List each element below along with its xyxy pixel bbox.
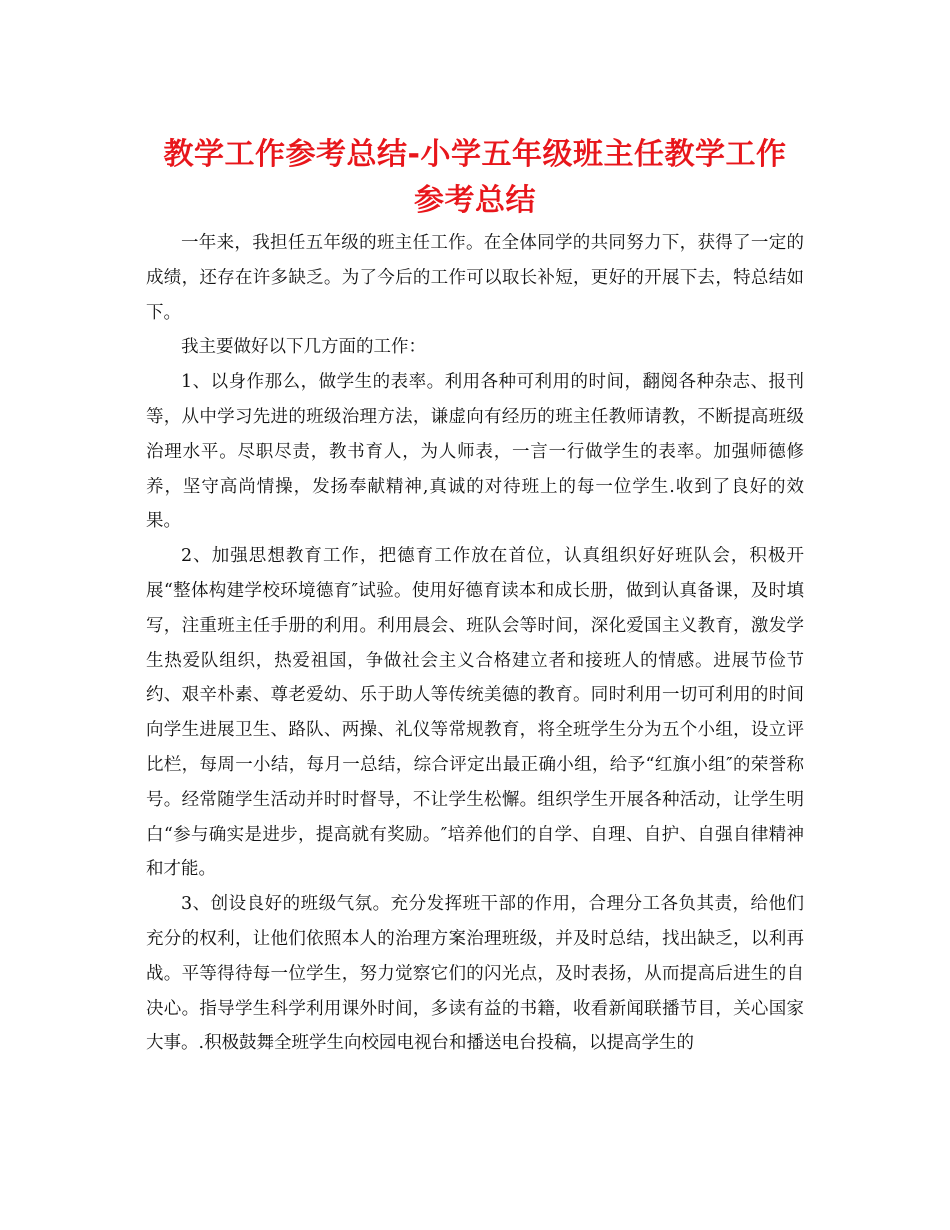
paragraph-item-1: 1、以身作那么，做学生的表率。利用各种可利用的时间，翻阅各种杂志、报刊等，从中学习先进的班级治理方法，谦虚向有经历的班主任教师请教，不断提高班级治理水平。尽职尽责，教书育人，为人师表，一言一行做学生的表率。加强师德修养，坚守高尚情操，发扬奉献精神,真诚的对待班上的每一位学生.收到了良好的效果。 (146, 372, 804, 532)
paragraph-intro: 一年来，我担任五年级的班主任工作。在全体同学的共同努力下，获得了一定的成绩，还存在许多缺乏。为了今后的工作可以取长补短，更好的开展下去，特总结如下。 (146, 233, 804, 323)
document-title: 教学工作参考总结-小学五年级班主任教学工作参考总结 (163, 137, 787, 218)
document-body (146, 226, 804, 1061)
paragraph-item-3: 3、创设良好的班级气氛。充分发挥班干部的作用，合理分工各负其责，给他们充分的权利，让他们依照本人的治理方案治理班级，并及时总结，找出缺乏，以利再战。平等得待每一位学生，努力觉察它们的闪光点，及时表扬，从而提高后进生的自决心。指导学生科学利用课外时间，多读有益的书籍，收看新闻联播节目，关心国家大事。.积极鼓舞全班学生向校园电视台和播送电台投稿，以提高学生的 (146, 894, 804, 1054)
paragraph-overview: 我主要做好以下几方面的工作： (181, 337, 426, 358)
paragraph-item-2: 2、加强思想教育工作，把德育工作放在首位，认真组织好好班队会，积极开展“整体构建学校环境德育″试验。使用好德育读本和成长册，做到认真备课，及时填写，注重班主任手册的利用。利用晨会、班队会等时间，深化爱国主义教育，激发学生热爱队组织，热爱祖国，争做社会主义合格建立者和接班人的情感。进展节俭节约、艰辛朴素、尊老爱幼、乐于助人等传统美德的教育。同时利用一切可利用的时间向学生进展卫生、路队、两操、礼仪等常规教育，将全班学生分为五个小组，设立评比栏，每周一小结，每月一总结，综合评定出最正确小组，给予“红旗小组″的荣誉称号。经常随学生活动并时时督导，不让学生松懈。组织学生开展各种活动，让学生明白“参与确实是进步，提高就有奖励。″培养他们的自学、自理、自护、自强自律精神和才能。 (146, 546, 804, 880)
